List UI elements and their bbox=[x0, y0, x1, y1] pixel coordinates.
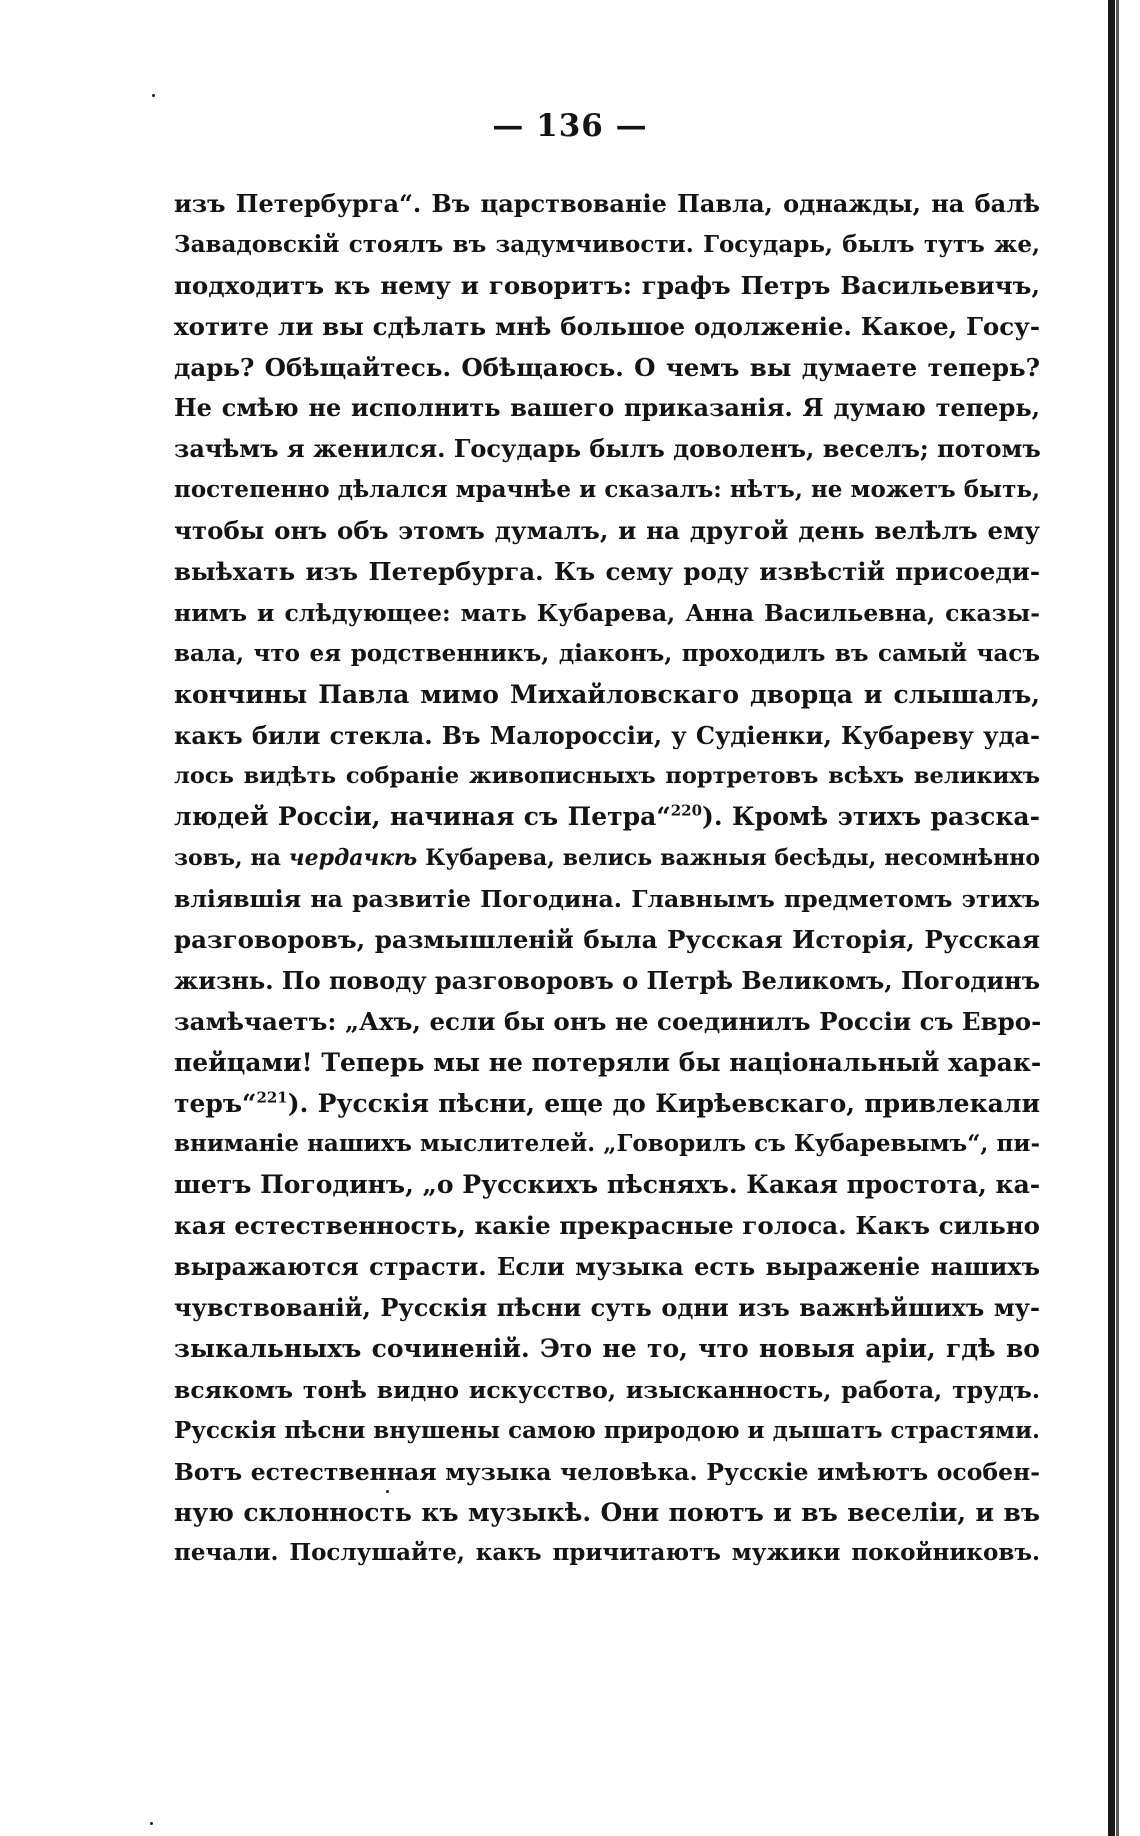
text-segment: Завадовскій стоялъ въ задумчивости. Государь, былъ тутъ же, bbox=[174, 230, 1040, 258]
text-segment: замѣчаетъ: „Ахъ, если бы онъ не соединилъ Россіи съ Евро- bbox=[174, 1006, 1042, 1036]
text-segment: нимъ и слѣдующее: мать Кубарева, Анна Васильевна, сказы- bbox=[174, 598, 1040, 627]
text-segment: жизнь. По поводу разговоровъ о Петрѣ Великомъ, Погодинъ bbox=[174, 965, 1041, 995]
text-line bbox=[174, 1165, 1040, 1206]
text-line bbox=[174, 1043, 1040, 1084]
text-line bbox=[174, 1206, 1040, 1247]
text-line bbox=[174, 348, 1040, 389]
text-segment: какъ били стекла. Въ Малороссіи, у Судіенки, Кубареву уда- bbox=[174, 720, 1040, 750]
text-segment: зовъ, на bbox=[174, 845, 289, 872]
text-line bbox=[174, 634, 1040, 675]
text-segment: теръ“ bbox=[174, 1088, 257, 1118]
text-segment: кончины Павла мимо Михайловскаго дворца и слышалъ, bbox=[174, 679, 1040, 709]
text-line bbox=[174, 1247, 1040, 1288]
text-line bbox=[174, 184, 1040, 225]
text-segment: пейцами! Теперь мы не потеряли бы національный харак- bbox=[174, 1047, 1042, 1077]
text-line bbox=[174, 593, 1040, 634]
text-segment: хотите ли вы сдѣлать мнѣ большое одолженіе. Какое, Госу- bbox=[174, 311, 1040, 341]
text-segment: Кубарева, велись важныя бесѣды, несомнѣнно bbox=[417, 845, 1040, 872]
text-line bbox=[174, 1452, 1040, 1493]
text-line bbox=[174, 961, 1040, 1002]
text-segment: шетъ Погодинъ, „о Русскихъ пѣсняхъ. Какая простота, ка- bbox=[174, 1170, 1041, 1200]
text-segment: ). Кромѣ этихъ разска- bbox=[702, 802, 1040, 832]
text-segment: ). Русскія пѣсни, еще до Кирѣевскаго, привлекали bbox=[287, 1088, 1040, 1118]
text-segment: изъ Петербурга“. Въ царствованіе Павла, однажды, на балѣ bbox=[174, 189, 1040, 218]
page-number: — 136 — bbox=[492, 108, 648, 144]
footnote-ref: 221 bbox=[256, 1088, 288, 1107]
text-line bbox=[174, 879, 1040, 920]
scan-speck bbox=[152, 94, 155, 97]
text-segment: выражаются страсти. Если музыка есть выраженіе нашихъ bbox=[174, 1252, 1040, 1282]
italic-word: чердачкѣ bbox=[288, 845, 418, 872]
scan-speck bbox=[150, 1822, 153, 1825]
body-text bbox=[174, 184, 1040, 1574]
text-line bbox=[174, 1411, 1040, 1452]
page-edge-line bbox=[1116, 0, 1119, 1836]
text-segment: зачѣмъ я женился. Государь былъ доволенъ, веселъ; потомъ bbox=[174, 434, 1041, 464]
text-line bbox=[174, 225, 1040, 266]
text-line bbox=[174, 1084, 1040, 1125]
text-line bbox=[174, 511, 1040, 552]
text-segment: подходитъ къ нему и говоритъ: графъ Петръ Васильевичъ, bbox=[174, 270, 1040, 300]
text-segment: лось видѣть собраніе живописныхъ портретовъ всѣхъ великихъ bbox=[174, 763, 1040, 790]
text-segment: печали. Послушайте, какъ причитаютъ мужики покойниковъ. bbox=[174, 1539, 1040, 1567]
text-line bbox=[174, 920, 1040, 961]
text-segment: вліявшія на развитіе Погодина. Главнымъ предметомъ этихъ bbox=[174, 885, 1040, 914]
text-segment: кая естественность, какіе прекрасные голоса. Какъ сильно bbox=[174, 1211, 1040, 1241]
text-line bbox=[174, 266, 1040, 307]
footnote-ref: 220 bbox=[670, 802, 703, 821]
text-segment: выѣхать изъ Петербурга. Къ сему роду извѣстій присоеди- bbox=[174, 557, 1040, 587]
text-line bbox=[174, 797, 1040, 838]
text-line bbox=[174, 1124, 1040, 1165]
text-segment: Русскія пѣсни внушены самою природою и дышатъ страстями. bbox=[174, 1416, 1041, 1444]
text-segment: Не смѣю не исполнить вашего приказанія. Я думаю теперь, bbox=[174, 393, 1040, 423]
page-edge-shadow bbox=[1108, 0, 1115, 1836]
text-segment: чтобы онъ объ этомъ думалъ, и на другой день велѣлъ ему bbox=[174, 516, 1040, 546]
text-segment: вниманіе нашихъ мыслителей. „Говорилъ съ Кубаревымъ“, пи- bbox=[174, 1130, 1040, 1158]
text-segment: зыкальныхъ сочиненій. Это не то, что новыя аріи, гдѣ во bbox=[174, 1333, 1040, 1363]
text-line bbox=[174, 388, 1040, 429]
text-line bbox=[174, 716, 1040, 757]
text-line bbox=[174, 552, 1040, 593]
text-line bbox=[174, 1533, 1040, 1574]
text-segment: ную склонность къ музыкѣ. Они поютъ и въ веселіи, и въ bbox=[174, 1497, 1040, 1527]
text-line bbox=[174, 838, 1040, 879]
text-segment: чувствованій, Русскія пѣсни суть одни изъ важнѣйшихъ му- bbox=[174, 1293, 1040, 1323]
text-line bbox=[174, 675, 1040, 716]
text-line bbox=[174, 307, 1040, 348]
text-line bbox=[174, 1370, 1040, 1411]
text-segment: людей Россіи, начиная съ Петра“ bbox=[174, 802, 671, 832]
text-line bbox=[174, 756, 1040, 797]
text-line bbox=[174, 1329, 1040, 1370]
text-segment: разговоровъ, размышленій была Русская Исторія, Русская bbox=[174, 925, 1040, 955]
text-segment: дарь? Обѣщайтесь. Обѣщаюсь. О чемъ вы думаете теперь? bbox=[174, 352, 1040, 382]
text-line bbox=[174, 1288, 1040, 1329]
text-segment: Вотъ естественная музыка человѣка. Русскіе имѣютъ особен- bbox=[174, 1457, 1040, 1486]
text-segment: постепенно дѣлался мрачнѣе и сказалъ: нѣтъ, не можетъ быть, bbox=[174, 476, 1040, 504]
text-segment: вала, что ея родственникъ, діаконъ, проходилъ въ самый часъ bbox=[174, 639, 1040, 667]
text-line bbox=[174, 1002, 1040, 1043]
text-line bbox=[174, 429, 1040, 470]
text-line bbox=[174, 470, 1040, 511]
text-line bbox=[174, 1493, 1040, 1534]
text-segment: всякомъ тонѣ видно искусство, изысканность, работа, трудъ. bbox=[174, 1375, 1040, 1404]
